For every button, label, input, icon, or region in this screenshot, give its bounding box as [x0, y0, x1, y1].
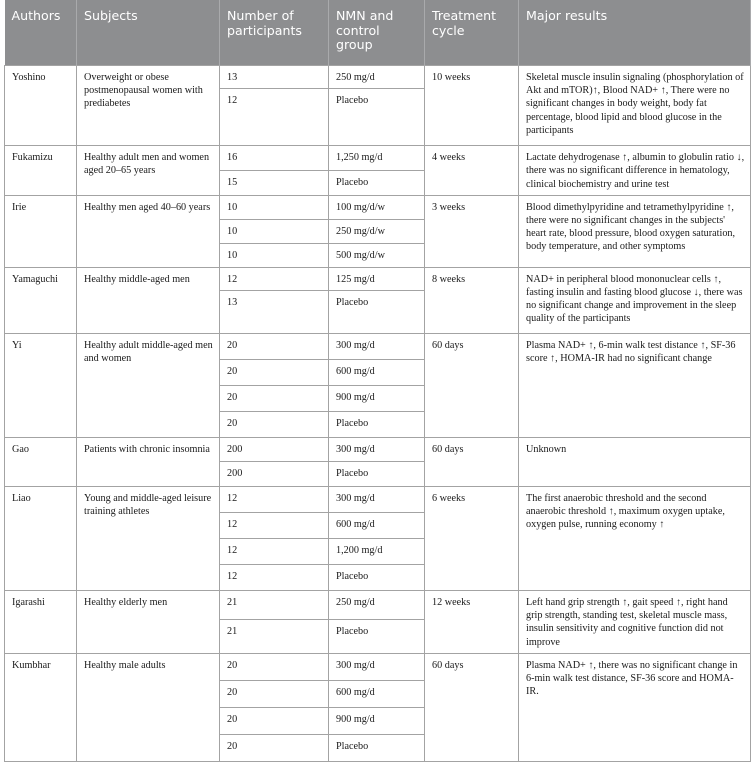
participants-cell: 200 [220, 462, 329, 487]
group-cell: Placebo [329, 89, 425, 146]
group-cell: 250 mg/d [329, 66, 425, 89]
cycle-cell: 10 weeks [425, 66, 519, 146]
table-row [5, 66, 751, 89]
table-row [5, 146, 751, 170]
cycle-cell: 6 weeks [425, 487, 519, 591]
results-cell: Plasma NAD+ ↑, there was no significant change in 6-min walk test distance, SF-36 score and HOMA-IR. [519, 653, 751, 761]
participants-cell: 20 [220, 386, 329, 412]
nmn-clinical-trials-table [4, 0, 751, 762]
table-row [5, 334, 751, 360]
participants-cell: 12 [220, 565, 329, 591]
participants-cell: 21 [220, 591, 329, 620]
group-cell: 900 mg/d [329, 386, 425, 412]
group-cell: 300 mg/d [329, 487, 425, 513]
header-participants: Number of participants [220, 0, 329, 66]
participants-cell: 20 [220, 360, 329, 386]
subjects-cell: Healthy men aged 40–60 years [77, 195, 220, 267]
header-subjects: Subjects [77, 0, 220, 66]
cycle-cell: 4 weeks [425, 146, 519, 196]
table-row [5, 487, 751, 513]
participants-cell: 20 [220, 653, 329, 680]
group-cell: 500 mg/d/w [329, 243, 425, 267]
participants-cell: 20 [220, 680, 329, 707]
subjects-cell: Overweight or obese postmenopausal women with prediabetes [77, 66, 220, 146]
author-cell: Gao [5, 438, 77, 487]
results-cell: The first anaerobic threshold and the second anaerobic threshold ↑, maximum oxygen uptake, oxygen pulse, running economy ↑ [519, 487, 751, 591]
group-cell: Placebo [329, 170, 425, 195]
table-row [5, 195, 751, 219]
participants-cell: 12 [220, 487, 329, 513]
results-cell: Left hand grip strength ↑, gait speed ↑, right hand grip strength, standing test, skeletal muscle mass, insulin sensitivity and cognitive function did not improve [519, 591, 751, 654]
participants-cell: 12 [220, 267, 329, 290]
author-cell: Yoshino [5, 66, 77, 146]
table-row [5, 438, 751, 462]
header-row [5, 0, 751, 66]
participants-cell: 15 [220, 170, 329, 195]
subjects-cell: Young and middle-aged leisure training athletes [77, 487, 220, 591]
participants-cell: 200 [220, 438, 329, 462]
group-cell: 300 mg/d [329, 334, 425, 360]
participants-cell: 12 [220, 89, 329, 146]
subjects-cell: Healthy elderly men [77, 591, 220, 654]
author-cell: Igarashi [5, 591, 77, 654]
group-cell: Placebo [329, 462, 425, 487]
results-cell: Skeletal muscle insulin signaling (phosphorylation of Akt and mTOR)↑, Blood NAD+ ↑, There were no significant changes in body weight, body fat percentage, blood lipid and blood glucose in the participants [519, 66, 751, 146]
group-cell: 600 mg/d [329, 680, 425, 707]
subjects-cell: Healthy adult men and women aged 20–65 years [77, 146, 220, 196]
cycle-cell: 12 weeks [425, 591, 519, 654]
header-authors: Authors [5, 0, 77, 66]
participants-cell: 20 [220, 734, 329, 761]
group-cell: 600 mg/d [329, 513, 425, 539]
participants-cell: 12 [220, 539, 329, 565]
group-cell: 900 mg/d [329, 707, 425, 734]
table-body [5, 66, 751, 762]
participants-cell: 10 [220, 195, 329, 219]
results-cell: Blood dimethylpyridine and tetramethylpyridine ↑, there were no significant changes in the subjects' heart rate, blood pressure, blood oxygen saturation, body temperature, and other symptoms [519, 195, 751, 267]
participants-cell: 20 [220, 707, 329, 734]
subjects-cell: Healthy male adults [77, 653, 220, 761]
table-row [5, 653, 751, 680]
results-cell: Unknown [519, 438, 751, 487]
participants-cell: 21 [220, 619, 329, 653]
participants-cell: 12 [220, 513, 329, 539]
results-cell: Lactate dehydrogenase ↑, albumin to globulin ratio ↓, there was no significant difference in hematology, clinical biochemistry and urine test [519, 146, 751, 196]
author-cell: Yi [5, 334, 77, 438]
group-cell: Placebo [329, 412, 425, 438]
group-cell: 1,250 mg/d [329, 146, 425, 170]
participants-cell: 16 [220, 146, 329, 170]
participants-cell: 13 [220, 291, 329, 334]
group-cell: 250 mg/d [329, 591, 425, 620]
subjects-cell: Healthy middle-aged men [77, 267, 220, 333]
results-cell: NAD+ in peripheral blood mononuclear cells ↑, fasting insulin and fasting blood glucose ↓, there was no significant change and improvement in the sleep quality of the participants [519, 267, 751, 333]
group-cell: Placebo [329, 565, 425, 591]
group-cell: Placebo [329, 291, 425, 334]
cycle-cell: 60 days [425, 653, 519, 761]
results-cell: Plasma NAD+ ↑, 6-min walk test distance ↑, SF-36 score ↑, HOMA-IR had no significant change [519, 334, 751, 438]
cycle-cell: 60 days [425, 438, 519, 487]
participants-cell: 13 [220, 66, 329, 89]
cycle-cell: 60 days [425, 334, 519, 438]
header-results: Major results [519, 0, 751, 66]
participants-cell: 10 [220, 219, 329, 243]
group-cell: 300 mg/d [329, 438, 425, 462]
participants-cell: 10 [220, 243, 329, 267]
group-cell: Placebo [329, 734, 425, 761]
author-cell: Fukamizu [5, 146, 77, 196]
participants-cell: 20 [220, 334, 329, 360]
group-cell: 300 mg/d [329, 653, 425, 680]
header-cycle: Treatment cycle [425, 0, 519, 66]
subjects-cell: Patients with chronic insomnia [77, 438, 220, 487]
group-cell: 1,200 mg/d [329, 539, 425, 565]
author-cell: Liao [5, 487, 77, 591]
group-cell: 250 mg/d/w [329, 219, 425, 243]
participants-cell: 20 [220, 412, 329, 438]
table-row [5, 591, 751, 620]
header-group: NMN and control group [329, 0, 425, 66]
group-cell: Placebo [329, 619, 425, 653]
subjects-cell: Healthy adult middle-aged men and women [77, 334, 220, 438]
author-cell: Irie [5, 195, 77, 267]
table-row [5, 267, 751, 290]
cycle-cell: 3 weeks [425, 195, 519, 267]
author-cell: Yamaguchi [5, 267, 77, 333]
group-cell: 600 mg/d [329, 360, 425, 386]
group-cell: 100 mg/d/w [329, 195, 425, 219]
author-cell: Kumbhar [5, 653, 77, 761]
cycle-cell: 8 weeks [425, 267, 519, 333]
group-cell: 125 mg/d [329, 267, 425, 290]
